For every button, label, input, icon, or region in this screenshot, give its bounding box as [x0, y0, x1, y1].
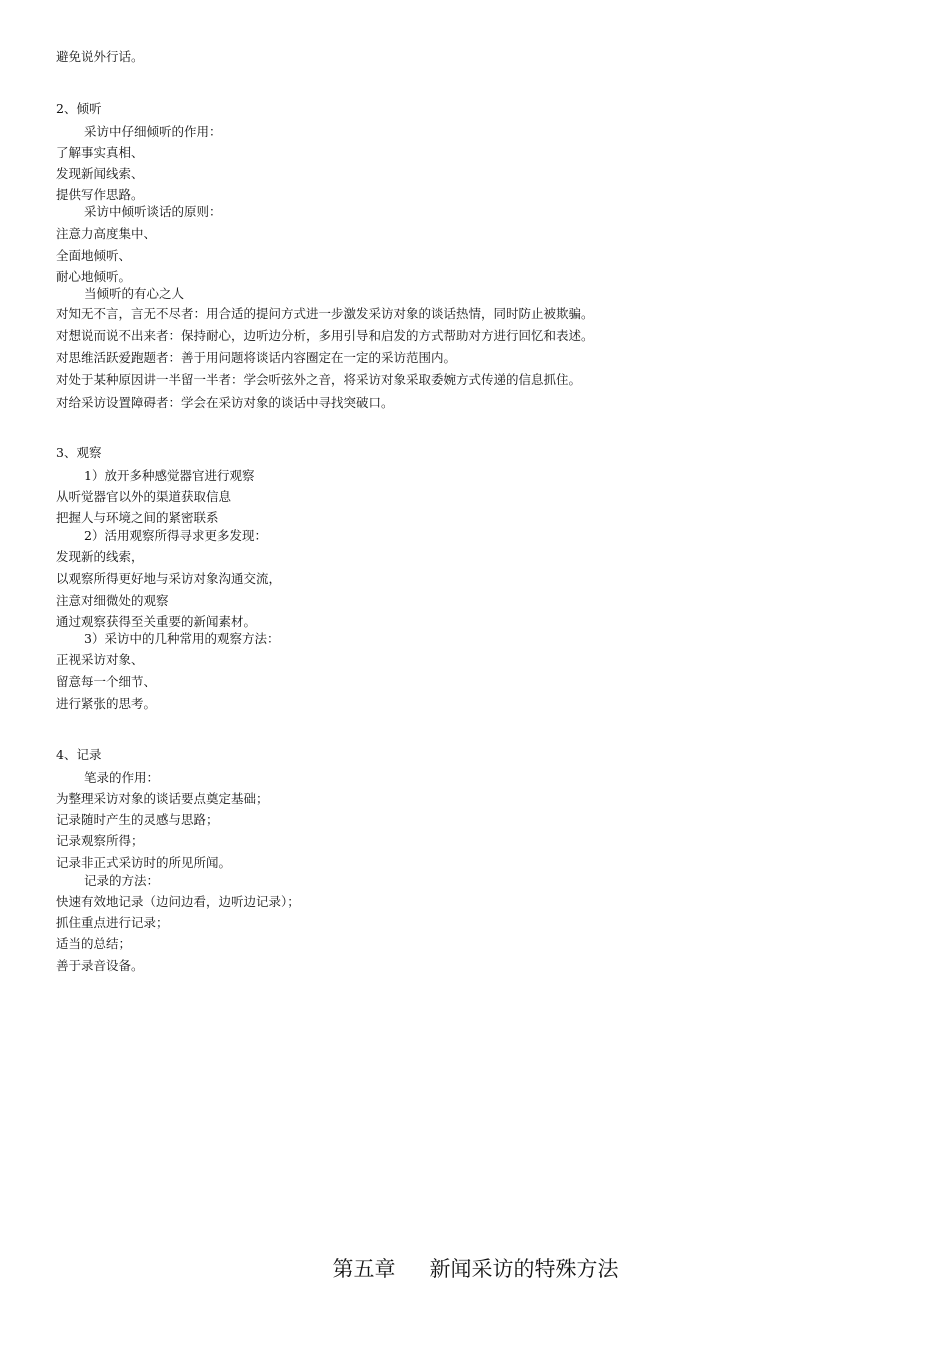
list-item: 对想说而说不出来者：保持耐心，边听边分析，多用引导和启发的方式帮助对方进行回忆和表述。	[56, 328, 594, 343]
list-item: 注意力高度集中、	[56, 226, 157, 241]
subheading: 当倾听的有心之人	[84, 286, 185, 301]
list-item: 正视采访对象、	[56, 652, 144, 667]
list-item: 适当的总结；	[56, 936, 132, 951]
list-item: 对给采访设置障碍者：学会在采访对象的谈话中寻找突破口。	[56, 395, 394, 410]
list-item: 耐心地倾听。	[56, 269, 132, 284]
list-item: 以观察所得更好地与采访对象沟通交流，	[56, 571, 282, 586]
list-item: 发现新的线索，	[56, 549, 144, 564]
section-heading-recording: 4、记录	[56, 747, 102, 762]
list-item: 对知无不言，言无不尽者：用合适的提问方式进一步激发采访对象的谈话热情，同时防止被欺骗。	[56, 306, 594, 321]
list-item: 从听觉器官以外的渠道获取信息	[56, 489, 232, 504]
list-item: 注意对细微处的观察	[56, 593, 169, 608]
list-item: 抓住重点进行记录；	[56, 915, 169, 930]
list-item: 对处于某种原因讲一半留一半者：学会听弦外之音，将采访对象采取委婉方式传递的信息抓住。	[56, 372, 582, 387]
list-item: 为整理采访对象的谈话要点奠定基础；	[56, 791, 269, 806]
list-item: 记录观察所得；	[56, 833, 144, 848]
list-item: 记录随时产生的灵感与思路；	[56, 812, 219, 827]
list-item: 提供写作思路。	[56, 187, 144, 202]
list-item: 全面地倾听、	[56, 248, 132, 263]
list-item: 快速有效地记录（边问边看，边听边记录）；	[56, 894, 300, 909]
subheading: 记录的方法：	[84, 873, 160, 888]
list-item: 进行紧张的思考。	[56, 696, 157, 711]
subheading: 笔录的作用：	[84, 770, 160, 785]
chapter-name: 新闻采访的特殊方法	[429, 1257, 619, 1281]
subheading: 3）采访中的几种常用的观察方法：	[84, 631, 280, 646]
list-item: 了解事实真相、	[56, 145, 144, 160]
list-item: 留意每一个细节、	[56, 674, 157, 689]
chapter-number: 第五章	[332, 1257, 396, 1281]
chapter-title	[0, 1254, 951, 1284]
list-item: 对思维活跃爱跑题者：善于用问题将谈话内容圈定在一定的采访范围内。	[56, 350, 457, 365]
subheading: 采访中倾听谈话的原则：	[84, 204, 222, 219]
subheading: 1）放开多种感觉器官进行观察	[84, 468, 255, 483]
section-heading-observation: 3、观察	[56, 445, 102, 460]
list-item: 通过观察获得至关重要的新闻素材。	[56, 614, 257, 629]
list-item: 发现新闻线索、	[56, 166, 144, 181]
section-heading-listening: 2、倾听	[56, 101, 102, 116]
list-item: 善于录音设备。	[56, 958, 144, 973]
list-item: 把握人与环境之间的紧密联系	[56, 510, 219, 525]
list-item: 记录非正式采访时的所见所闻。	[56, 855, 232, 870]
subheading: 采访中仔细倾听的作用：	[84, 124, 222, 139]
intro-line: 避免说外行话。	[56, 49, 144, 64]
subheading: 2）活用观察所得寻求更多发现：	[84, 528, 267, 543]
